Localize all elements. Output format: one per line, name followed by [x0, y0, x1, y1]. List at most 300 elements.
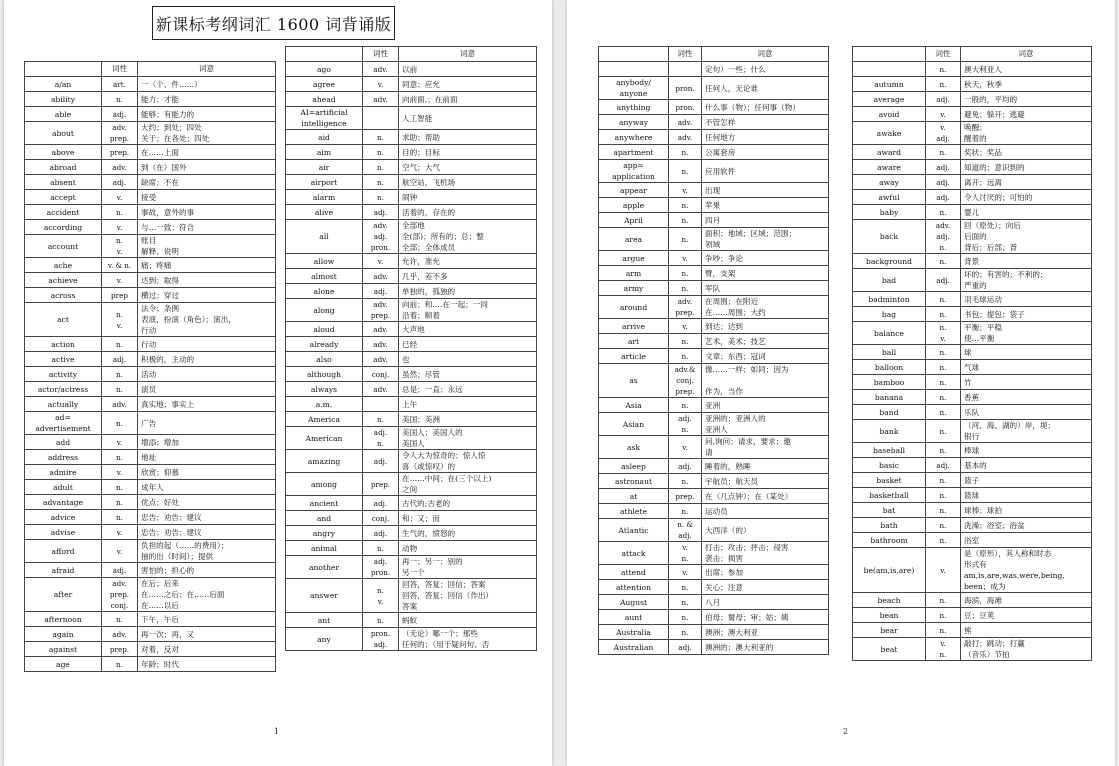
word-line: air	[318, 162, 330, 172]
pos-cell	[669, 364, 702, 398]
meaning-cell	[961, 533, 1092, 548]
meaning-line: 下午，午后	[141, 614, 179, 624]
word-line: alone	[313, 286, 335, 296]
pos-line: v.	[682, 321, 688, 331]
word-line: bank	[879, 426, 899, 436]
meaning-line: 亚洲	[705, 400, 721, 410]
table-row	[853, 360, 1092, 375]
pos-line: n.	[681, 268, 689, 278]
meaning-line: 活着的，存在的	[402, 207, 456, 217]
table-row	[286, 473, 537, 496]
word-cell	[286, 397, 363, 412]
word-cell	[25, 612, 102, 627]
pos-cell	[102, 465, 138, 480]
word-cell	[599, 504, 669, 519]
meaning-line: 使…平衡	[964, 334, 995, 343]
word-line: back	[879, 232, 899, 241]
pos-line: v.	[377, 79, 384, 89]
meaning-line: 球棒；球拍	[964, 505, 1002, 515]
word-line: animal	[310, 543, 337, 553]
meaning-line: 再一次；再，又	[141, 629, 195, 639]
table-row	[599, 77, 829, 100]
word-line: about	[52, 128, 74, 138]
pos-line: prep.	[370, 311, 391, 320]
pos-line: n.	[939, 535, 947, 545]
meaning-cell	[702, 474, 829, 489]
word-cell	[25, 273, 102, 288]
word-cell	[853, 390, 926, 405]
pos-line: v.	[116, 320, 123, 330]
meaning-line: 苹果	[705, 200, 721, 210]
word-line: another	[308, 562, 340, 572]
document-page-1	[4, 0, 552, 766]
table-row	[853, 175, 1092, 190]
pos-line: n.	[377, 132, 384, 142]
meaning-cell	[961, 107, 1092, 122]
meaning-line: 向前；和….在一起；一同	[402, 300, 488, 309]
word-line: age	[56, 659, 70, 669]
word-cell	[286, 511, 363, 526]
pos-line: n.	[116, 614, 123, 624]
pos-line: adj.	[373, 456, 388, 466]
meaning-cell	[399, 107, 537, 130]
pos-line: adj.	[112, 565, 127, 575]
meaning-line: 伯母；舅母；审；姑；姨	[705, 612, 789, 622]
meaning-line: 袭击；损害	[705, 554, 743, 563]
pos-line: adj.	[678, 531, 692, 540]
meaning-line: 醒着的	[964, 134, 987, 143]
meaning-line: 熊	[964, 625, 972, 635]
meaning-cell	[399, 541, 537, 556]
pos-cell	[926, 145, 961, 160]
word-line: arm	[625, 268, 642, 278]
meaning-cell	[399, 397, 537, 412]
word-cell	[25, 92, 102, 107]
pos-cell	[669, 349, 702, 364]
word-cell	[286, 220, 363, 254]
meaning-line: 气球	[964, 362, 980, 372]
word-cell	[599, 100, 669, 115]
meaning-line: 香蕉	[964, 392, 980, 402]
word-line: intelligence	[301, 119, 347, 128]
meaning-cell	[138, 288, 276, 303]
pos-cell	[102, 412, 138, 435]
word-line: act	[57, 315, 69, 324]
pos-line: adj.	[678, 414, 692, 423]
pos-line: adv.	[373, 64, 388, 74]
meaning-line: 能够；有能力的	[141, 109, 195, 119]
pos-line: v.	[682, 567, 688, 577]
pos-line: adv.	[373, 300, 388, 309]
pos-line: n.	[939, 445, 947, 455]
pos-cell	[669, 542, 702, 565]
pos-cell	[669, 115, 702, 130]
meaning-line: 令人大为惊奇的；惊人惊	[402, 451, 486, 460]
pos-line: n.	[939, 650, 947, 659]
table-row	[286, 579, 537, 613]
table-row	[599, 610, 829, 625]
meaning-line: （无论）哪一个；那些	[402, 629, 478, 638]
pos-line: adv.	[373, 384, 388, 394]
pos-line: adj.	[373, 640, 388, 649]
meaning-cell	[702, 610, 829, 625]
meaning-line: 几乎，差不多	[402, 271, 448, 281]
pos-cell	[926, 77, 961, 92]
table-row	[25, 175, 276, 190]
word-line: at	[629, 491, 638, 501]
meaning-line: 亚洲人	[705, 425, 728, 434]
pos-line: n.	[377, 439, 384, 448]
word-cell	[25, 367, 102, 382]
word-cell	[599, 459, 669, 474]
pos-cell	[926, 160, 961, 175]
table-row	[286, 299, 537, 322]
meaning-cell	[138, 412, 276, 435]
table-row	[25, 145, 276, 160]
pos-cell	[669, 459, 702, 474]
word-cell	[286, 450, 363, 473]
meaning-line: 基本的	[964, 460, 987, 470]
pos-cell	[926, 205, 961, 220]
pos-cell	[102, 205, 138, 220]
meaning-line: 求助；帮助	[402, 132, 440, 142]
pos-cell	[669, 145, 702, 160]
meaning-line: 军队	[705, 283, 721, 293]
word-line: aware	[877, 162, 901, 172]
table-row	[286, 412, 537, 427]
table-row	[599, 474, 829, 489]
meaning-line: 大西洋（的）	[705, 525, 751, 535]
word-line: adult	[53, 482, 73, 492]
word-line: allow	[313, 256, 335, 266]
meaning-line: 像……一样；如同；因为	[705, 365, 789, 374]
table-row	[286, 175, 537, 190]
pos-cell	[102, 578, 138, 612]
meaning-line: 目的；目标	[402, 147, 440, 157]
meaning-cell	[702, 334, 829, 349]
pos-cell	[102, 190, 138, 205]
pos-cell	[926, 292, 961, 307]
meaning-line: 上午	[402, 399, 418, 409]
pos-line: adj.	[373, 232, 388, 241]
word-line: banana	[874, 392, 904, 402]
meaning-line: 优点；好处	[141, 497, 179, 507]
pos-line: conj.	[110, 601, 129, 610]
meaning-cell	[702, 580, 829, 595]
meaning-cell	[138, 190, 276, 205]
pos-line: adj.	[112, 354, 127, 364]
word-line: able	[54, 109, 72, 119]
pos-cell	[363, 628, 399, 651]
meaning-cell	[961, 420, 1092, 443]
table-row	[853, 205, 1092, 220]
word-cell	[25, 288, 102, 303]
word-cell	[25, 657, 102, 672]
word-cell	[853, 220, 926, 254]
word-cell	[25, 465, 102, 480]
word-line: article	[621, 351, 646, 361]
meaning-line: （音乐）节拍	[964, 650, 1010, 659]
meaning-cell	[961, 190, 1092, 205]
pos-cell	[363, 284, 399, 299]
meaning-line: 航空站，飞机场	[402, 177, 456, 187]
word-cell	[599, 145, 669, 160]
meaning-cell	[702, 398, 829, 413]
word-cell	[599, 130, 669, 145]
word-line: advertisement	[35, 424, 91, 433]
vocab-table-p1-c1	[24, 61, 276, 672]
word-line: aloud	[313, 324, 335, 334]
table-header	[25, 62, 276, 77]
meaning-cell	[702, 266, 829, 281]
pos-cell	[363, 190, 399, 205]
word-line: advise	[50, 527, 76, 537]
word-line: action	[51, 339, 75, 349]
header-word	[853, 47, 926, 62]
meaning-cell	[961, 254, 1092, 269]
meaning-cell	[138, 382, 276, 397]
word-line: ancient	[309, 498, 339, 508]
word-cell	[853, 205, 926, 220]
word-line: Australian	[613, 642, 654, 652]
table-row	[599, 266, 829, 281]
word-line: always	[310, 384, 338, 394]
table-row	[599, 436, 829, 459]
pos-cell	[363, 556, 399, 579]
meaning-cell	[702, 504, 829, 519]
word-cell	[25, 160, 102, 175]
pos-cell	[363, 77, 399, 92]
meaning-line: 定句）一些；什么	[705, 64, 766, 74]
meaning-line: 行动	[141, 326, 157, 335]
pos-cell	[363, 175, 399, 190]
table-row	[599, 489, 829, 504]
header-pos: 词性	[926, 47, 961, 62]
meaning-cell	[138, 352, 276, 367]
pos-cell	[102, 525, 138, 540]
pos-cell	[926, 107, 961, 122]
meaning-line: 在……上面	[141, 147, 179, 157]
pos-line: prep.	[109, 590, 130, 599]
word-line	[602, 64, 665, 75]
pos-cell	[926, 458, 961, 473]
meaning-cell	[702, 364, 829, 398]
word-cell	[853, 548, 926, 593]
pos-cell	[102, 657, 138, 672]
pos-line: n.	[116, 482, 123, 492]
pos-cell	[102, 435, 138, 450]
meaning-line: 真实地；事实上	[141, 399, 195, 409]
meaning-line: 喜（或惊叹）的	[402, 462, 456, 471]
pos-line: n.	[116, 512, 123, 522]
table-row	[853, 443, 1092, 458]
meaning-line: 唤醒；	[964, 123, 987, 132]
word-line: ant	[317, 615, 331, 625]
pos-line: adj.	[936, 192, 950, 202]
word-cell	[599, 319, 669, 334]
word-line: address	[47, 452, 79, 462]
meaning-line: 艺术，美术；技艺	[705, 336, 766, 346]
word-line: awful	[878, 192, 900, 202]
meaning-line: been；成为	[964, 582, 1006, 591]
table-row	[599, 251, 829, 266]
meaning-cell	[961, 405, 1092, 420]
pos-line: adv.	[373, 324, 388, 334]
pos-line: n.	[939, 520, 947, 530]
meaning-cell	[702, 62, 829, 77]
pos-cell	[102, 367, 138, 382]
word-line: a/an	[54, 79, 72, 89]
pos-line: prep.	[675, 491, 695, 501]
meaning-line: 篮球	[964, 490, 980, 500]
meaning-line: 奖状；奖品	[964, 147, 1002, 157]
word-line: answer	[310, 591, 338, 600]
word-line: aid	[318, 132, 330, 142]
word-line: bathroom	[870, 535, 908, 545]
word-line: Atlantic	[618, 525, 649, 535]
meaning-cell	[399, 299, 537, 322]
meaning-line: 浴室	[964, 535, 980, 545]
word-cell	[25, 480, 102, 495]
word-cell	[599, 334, 669, 349]
word-line: again	[52, 629, 74, 639]
table-row	[599, 145, 829, 160]
meaning-line: 到（在）国外	[141, 162, 187, 172]
table-row	[599, 459, 829, 474]
pos-cell	[669, 413, 702, 436]
pos-cell	[363, 322, 399, 337]
meaning-cell	[961, 145, 1092, 160]
pos-line: adj.	[936, 460, 950, 470]
pos-cell	[102, 303, 138, 337]
vocab-table-p1-c2	[285, 46, 537, 651]
meaning-line: 忠告；劝告；建议	[141, 512, 202, 522]
pos-cell	[926, 518, 961, 533]
pos-line: adv.	[112, 123, 127, 132]
pos-cell	[926, 307, 961, 322]
table-row	[286, 427, 537, 450]
pos-line: adv.	[677, 117, 693, 127]
table-row	[599, 565, 829, 580]
meaning-line: 严重的	[964, 281, 987, 290]
table-row	[853, 608, 1092, 623]
meaning-line: 澳洲；澳大利亚	[705, 627, 759, 637]
meaning-line: 也	[402, 354, 410, 364]
word-cell	[25, 382, 102, 397]
meaning-cell	[702, 436, 829, 459]
table-row	[853, 518, 1092, 533]
word-cell	[25, 235, 102, 258]
word-line: bad	[881, 275, 897, 285]
pos-cell	[363, 382, 399, 397]
table-row	[853, 638, 1092, 661]
word-line: against	[48, 644, 78, 654]
pos-line: v.	[682, 185, 688, 195]
pos-cell	[669, 519, 702, 542]
meaning-line: 害怕的；担心的	[141, 565, 195, 575]
header-pos: 词性	[102, 62, 138, 77]
table-row	[599, 281, 829, 296]
meaning-cell	[961, 292, 1092, 307]
word-cell	[853, 405, 926, 420]
meaning-cell	[702, 77, 829, 100]
meaning-line: 演员	[141, 384, 157, 394]
pos-cell	[102, 337, 138, 352]
pos-line	[366, 113, 395, 124]
meaning-cell	[961, 608, 1092, 623]
table-row	[25, 525, 276, 540]
pos-line: v.	[940, 109, 946, 119]
pos-cell	[102, 612, 138, 627]
pos-line: prep.	[109, 147, 130, 157]
meaning-line: 一般的，平均的	[964, 94, 1018, 104]
pos-line: n.	[939, 323, 947, 332]
word-cell	[853, 608, 926, 623]
pos-line: n.	[939, 625, 947, 635]
pos-cell	[363, 450, 399, 473]
pos-line: n.	[939, 490, 947, 500]
table-row	[853, 420, 1092, 443]
word-cell	[286, 130, 363, 145]
pos-line: n.	[939, 595, 947, 605]
pos-cell	[102, 510, 138, 525]
word-line: April	[624, 215, 643, 225]
pos-line: v.	[940, 565, 946, 575]
table-row	[853, 405, 1092, 420]
word-cell	[853, 533, 926, 548]
pos-cell	[363, 337, 399, 352]
table-row	[286, 541, 537, 556]
table-row	[599, 228, 829, 251]
meaning-cell	[138, 367, 276, 382]
word-cell	[599, 115, 669, 130]
word-cell	[25, 303, 102, 337]
table-row	[599, 413, 829, 436]
meaning-cell	[399, 352, 537, 367]
meaning-line: 是（原形），其人称和时态	[964, 549, 1052, 558]
pos-line: n.	[939, 505, 947, 515]
meaning-cell	[961, 205, 1092, 220]
pos-cell	[669, 266, 702, 281]
pos-cell	[102, 92, 138, 107]
table-row	[25, 657, 276, 672]
table-row	[599, 542, 829, 565]
table-row	[25, 627, 276, 642]
word-line: bat	[882, 505, 896, 515]
meaning-line: 任何的；（用于疑问句、否	[402, 640, 490, 649]
meaning-cell	[399, 175, 537, 190]
word-cell	[286, 352, 363, 367]
word-cell	[25, 77, 102, 92]
pos-cell	[102, 495, 138, 510]
word-line: airport	[310, 177, 338, 187]
meaning-cell	[138, 480, 276, 495]
meaning-cell	[702, 160, 829, 183]
pos-cell	[926, 345, 961, 360]
pos-line: adj.	[936, 162, 950, 172]
meaning-cell	[961, 160, 1092, 175]
word-line: beat	[880, 644, 898, 654]
meaning-cell	[702, 489, 829, 504]
meaning-line: 空气；大气	[402, 162, 440, 172]
pos-line: adj.	[936, 275, 950, 285]
pos-line: v.	[116, 192, 123, 202]
word-line: bear	[880, 625, 898, 635]
word-cell	[25, 563, 102, 578]
pos-cell	[669, 213, 702, 228]
pos-cell	[102, 382, 138, 397]
table-row	[853, 190, 1092, 205]
